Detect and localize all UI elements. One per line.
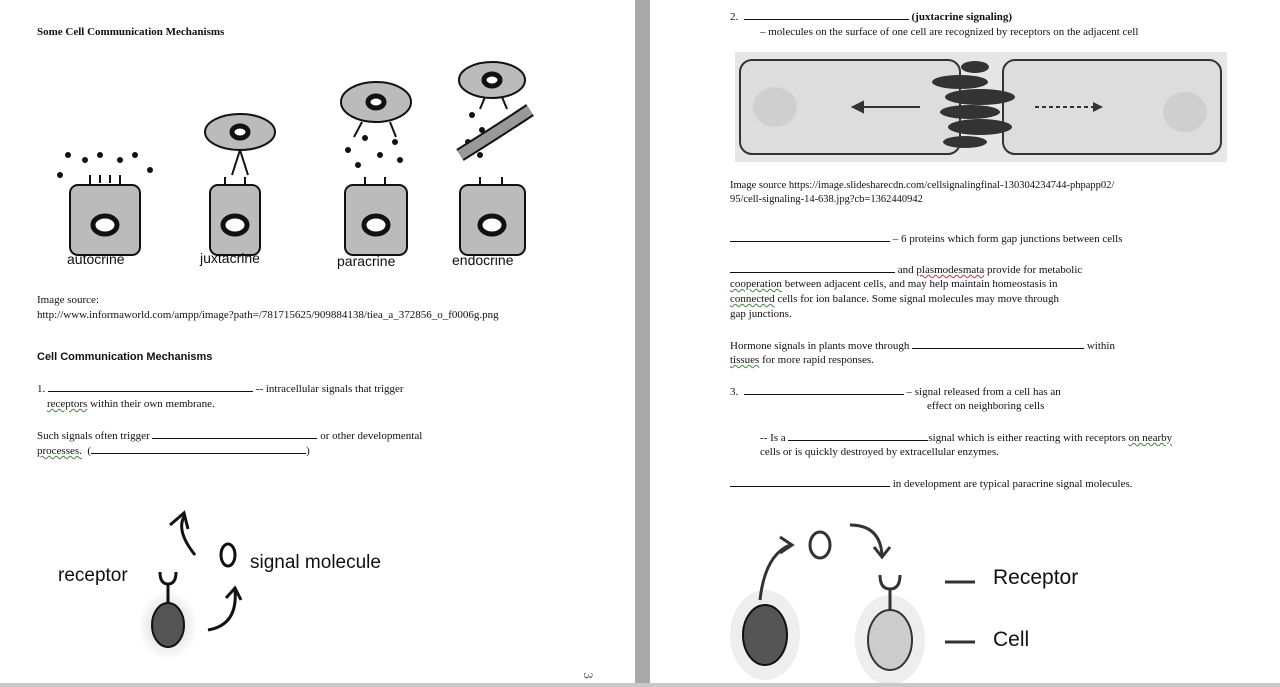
gap-junction-figure xyxy=(735,52,1227,162)
diagram-label-receptor: Receptor xyxy=(993,566,1079,589)
image-source-label: Image source: xyxy=(37,294,99,306)
gap-junction-proteins: – 6 proteins which form gap junctions between cells xyxy=(730,231,1122,247)
image-source-line1: Image source https://image.slidesharecdn.com/cellsignalingfinal-130304234744-phpapp02/ xyxy=(730,180,1115,191)
page-title: Some Cell Communication Mechanisms xyxy=(37,26,225,38)
figure-label-endocrine: endocrine xyxy=(452,252,514,268)
image-source-line2: 95/cell-signaling-14-638.jpg?cb=1362440942 xyxy=(730,194,923,205)
cell-signaling-types-figure xyxy=(40,60,560,275)
page-number: 3 xyxy=(580,672,596,679)
is-a-text-line2: cells or is quickly destroyed by extracellular enzymes. xyxy=(760,446,999,458)
document-page-left xyxy=(0,0,635,683)
diagram-label-cell: Cell xyxy=(993,628,1030,651)
question-1-line2: receptors within their own membrane. xyxy=(47,398,215,410)
is-a-text: -- Is a signal which is either reacting with receptors on nearby xyxy=(760,432,1173,444)
development-text: in development are typical paracrine signal molecules. xyxy=(730,476,1133,492)
receptor-signal-diagram xyxy=(140,510,260,660)
figure-label-autocrine: autocrine xyxy=(67,251,125,267)
question-3-line2: effect on neighboring cells xyxy=(927,400,1045,412)
gap-junctions-end: gap junctions. xyxy=(730,308,792,320)
diagram-label-signal-molecule: signal molecule xyxy=(250,552,381,573)
hormone-text: Hormone signals in plants move through within xyxy=(730,340,1115,352)
question-2-desc: – molecules on the surface of one cell are recognized by receptors on the adjacent cell xyxy=(760,26,1139,38)
such-signals-text: Such signals often trigger or other developmental xyxy=(37,430,423,442)
question-3: 3. – signal released from a cell has an xyxy=(730,386,1061,398)
connected-text: connected cells for ion balance. Some signal molecules may move through xyxy=(730,293,1059,305)
plasmodesmata-text: and plasmodesmata provide for metabolic xyxy=(730,262,1082,278)
receptor-cell-diagram xyxy=(730,515,1020,683)
image-source-url: http://www.informaworld.com/ampp/image?path=/781715625/909884138/tiea_a_372856_o_f0006g.png xyxy=(37,309,499,321)
diagram-label-receptor: receptor xyxy=(58,565,128,586)
bottom-scrollbar[interactable] xyxy=(0,683,1280,687)
document-page-right xyxy=(650,0,1280,683)
tissues-text: tissues for more rapid responses. xyxy=(730,354,874,366)
question-1: 1. -- intracellular signals that trigger xyxy=(37,383,404,395)
question-2: 2. (juxtacrine signaling) xyxy=(730,11,1013,23)
cooperation-text: cooperation between adjacent cells, and may help maintain homeostasis in xyxy=(730,278,1058,290)
section-heading: Cell Communication Mechanisms xyxy=(37,351,213,363)
figure-label-paracrine: paracrine xyxy=(337,253,396,269)
figure-label-juxtacrine: juxtacrine xyxy=(200,250,260,266)
processes-text: processes. ( ) xyxy=(37,445,310,457)
